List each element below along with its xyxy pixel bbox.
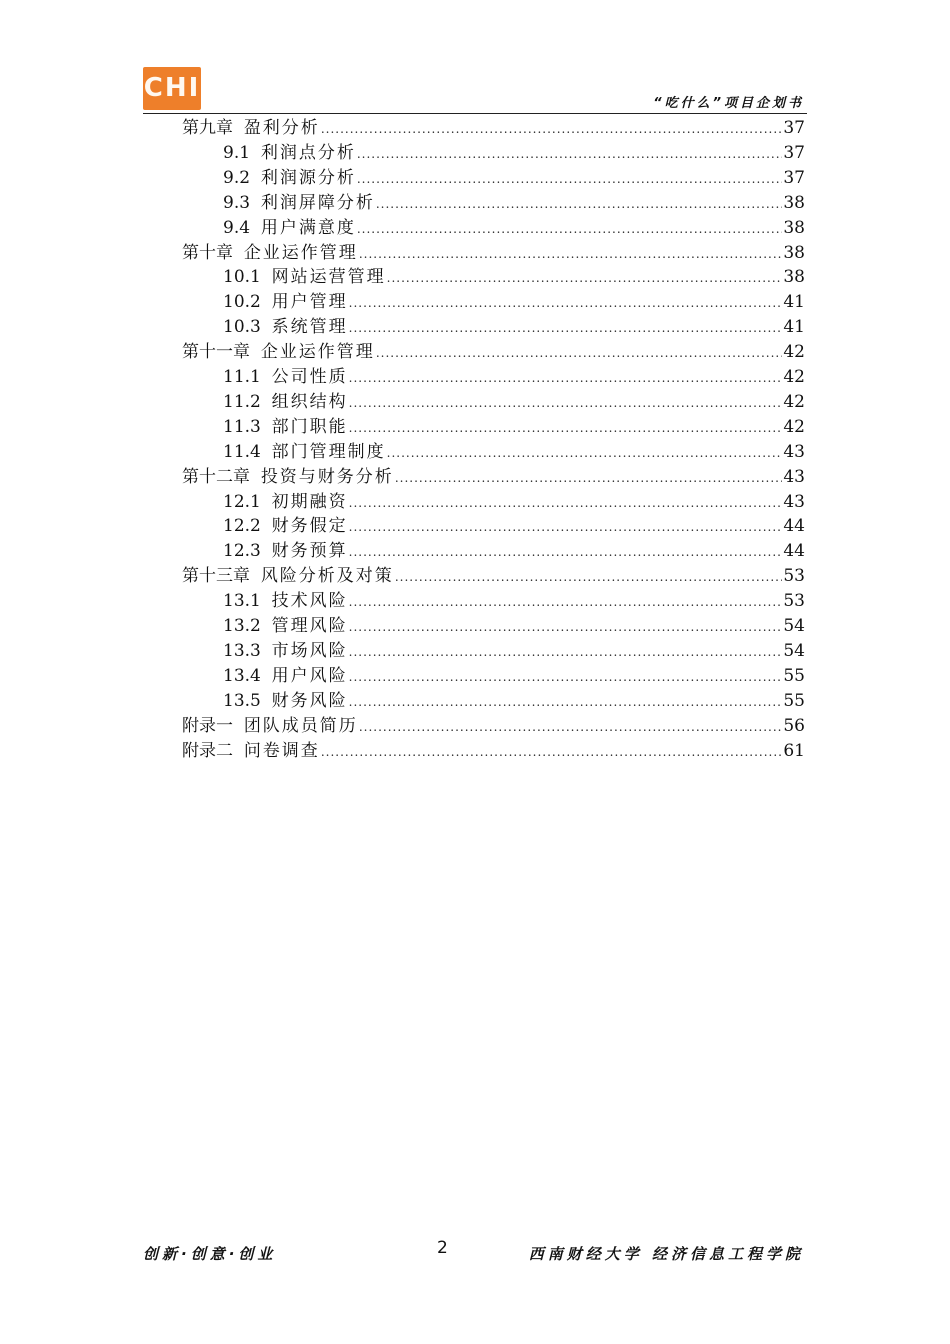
toc-dot-leader xyxy=(349,291,783,316)
toc-entry-page: 43 xyxy=(783,441,805,462)
toc-entry[interactable] xyxy=(223,490,805,515)
toc-entry[interactable] xyxy=(223,440,805,465)
toc-entry-page: 61 xyxy=(783,740,805,761)
toc-dot-leader xyxy=(357,167,783,192)
toc-dot-leader xyxy=(349,366,783,391)
toc-entry-number: 11.4 xyxy=(223,441,272,462)
toc-entry[interactable] xyxy=(182,739,805,764)
toc-entry-page: 42 xyxy=(783,416,805,437)
toc-dot-leader xyxy=(387,441,783,466)
toc-dot-leader xyxy=(349,640,783,665)
toc-entry-page: 37 xyxy=(783,167,805,188)
toc-entry[interactable] xyxy=(182,340,805,365)
toc-entry-page: 53 xyxy=(783,591,805,612)
toc-entry[interactable] xyxy=(223,415,805,440)
toc-entry[interactable] xyxy=(223,390,805,415)
toc-entry-number: 第十二章 xyxy=(182,466,261,487)
toc-dot-leader xyxy=(349,391,783,416)
toc-entry-title: 公司性质 xyxy=(271,367,348,387)
toc-entry-page: 38 xyxy=(783,217,805,238)
toc-entry-page: 55 xyxy=(783,665,805,686)
toc-entry-title: 系统管理 xyxy=(271,317,348,338)
toc-dot-leader xyxy=(376,341,783,366)
header-title: “吃什么”项目企划书 xyxy=(653,96,804,111)
toc-entry-number: 10.3 xyxy=(223,317,272,338)
toc-entry-page: 38 xyxy=(783,192,805,213)
toc-entry-number: 第九章 xyxy=(182,118,244,138)
toc-dot-leader xyxy=(349,416,783,441)
toc-entry-page: 37 xyxy=(783,118,805,138)
toc-entry-page: 56 xyxy=(783,715,805,736)
toc-entry-number: 11.2 xyxy=(223,391,272,412)
toc-entry-number: 13.3 xyxy=(223,640,272,661)
toc-entry-title: 企业运作管理 xyxy=(260,342,375,363)
toc-entry-title: 问卷调查 xyxy=(243,740,320,761)
toc-entry-page: 41 xyxy=(783,317,805,338)
toc-entry-page: 42 xyxy=(783,342,805,363)
toc-entry-page: 44 xyxy=(783,516,805,537)
toc-entry[interactable] xyxy=(223,191,805,216)
toc-entry[interactable] xyxy=(223,365,805,390)
toc-entry-title: 用户风险 xyxy=(271,665,348,686)
toc-entry-number: 10.1 xyxy=(223,267,272,288)
toc-dot-leader xyxy=(321,117,783,142)
toc-entry-title: 部门职能 xyxy=(271,416,348,437)
toc-entry-number: 11.1 xyxy=(223,367,272,387)
toc-entry-title: 管理风险 xyxy=(271,616,348,636)
toc-entry[interactable] xyxy=(223,216,805,241)
toc-entry-number: 11.3 xyxy=(223,416,272,437)
toc-entry[interactable] xyxy=(223,689,805,714)
toc-dot-leader xyxy=(359,715,783,740)
toc-dot-leader xyxy=(349,665,783,690)
toc-entry-title: 初期融资 xyxy=(271,491,348,512)
toc-entry-page: 42 xyxy=(783,391,805,412)
toc-entry[interactable] xyxy=(223,539,805,564)
toc-entry-title: 企业运作管理 xyxy=(243,242,358,263)
footer-slogan: 创新·创意·创业 xyxy=(143,1245,277,1263)
toc-entry-number: 13.5 xyxy=(223,690,272,711)
toc-entry-title: 利润源分析 xyxy=(260,167,356,188)
toc-entry-number: 12.2 xyxy=(223,516,272,537)
toc-dot-leader xyxy=(349,540,783,565)
toc-dot-leader xyxy=(395,466,783,491)
toc-entry[interactable] xyxy=(223,265,805,290)
toc-entry[interactable] xyxy=(182,241,805,266)
toc-entry[interactable] xyxy=(223,614,805,639)
toc-entry-title: 风险分析及对策 xyxy=(260,566,394,587)
toc-entry[interactable] xyxy=(223,664,805,689)
toc-entry[interactable] xyxy=(182,465,805,490)
toc-entry-title: 用户管理 xyxy=(271,292,348,313)
toc-dot-leader xyxy=(359,242,783,267)
toc-dot-leader xyxy=(395,565,783,590)
toc-entry[interactable] xyxy=(223,315,805,340)
toc-entry-number: 9.3 xyxy=(223,192,261,213)
toc-dot-leader xyxy=(321,740,783,765)
toc-entry-title: 部门管理制度 xyxy=(271,441,386,462)
toc-entry-title: 利润点分析 xyxy=(260,142,356,163)
toc-entry-title: 组织结构 xyxy=(271,391,348,412)
toc-entry[interactable] xyxy=(223,290,805,315)
toc-entry[interactable] xyxy=(223,166,805,191)
toc-entry-number: 13.1 xyxy=(223,591,272,612)
toc-entry-title: 财务预算 xyxy=(271,541,348,562)
toc-entry-page: 54 xyxy=(783,640,805,661)
toc-entry-page: 38 xyxy=(783,267,805,288)
toc-dot-leader xyxy=(349,690,783,715)
toc-entry-page: 54 xyxy=(783,616,805,636)
toc-dot-leader xyxy=(357,142,783,167)
toc-entry[interactable] xyxy=(182,714,805,739)
toc-entry-title: 财务风险 xyxy=(271,690,348,711)
toc-entry-title: 团队成员简历 xyxy=(243,715,358,736)
toc-entry[interactable] xyxy=(223,639,805,664)
toc-entry-number: 12.3 xyxy=(223,541,272,562)
toc-entry-title: 财务假定 xyxy=(271,516,348,537)
toc-entry-page: 55 xyxy=(783,690,805,711)
toc-entry-page: 37 xyxy=(783,142,805,163)
toc-entry-title: 投资与财务分析 xyxy=(260,466,394,487)
toc-entry-number: 13.4 xyxy=(223,665,272,686)
toc-entry[interactable] xyxy=(182,116,805,141)
logo-text: CHI xyxy=(143,73,201,103)
toc-entry-number: 附录一 xyxy=(182,715,244,736)
toc-entry[interactable] xyxy=(223,141,805,166)
toc-entry-number: 第十一章 xyxy=(182,342,261,363)
toc-entry[interactable] xyxy=(223,514,805,539)
toc-entry-number: 9.2 xyxy=(223,167,261,188)
toc-entry-page: 41 xyxy=(783,292,805,313)
toc-entry-title: 利润屏障分析 xyxy=(260,192,375,213)
toc-dot-leader xyxy=(349,515,783,540)
toc-entry-title: 市场风险 xyxy=(271,640,348,661)
toc-entry-number: 第十章 xyxy=(182,242,244,263)
toc-entry-page: 42 xyxy=(783,367,805,387)
toc-entry-page: 53 xyxy=(783,566,805,587)
footer-institution: 西南财经大学 经济信息工程学院 xyxy=(528,1245,804,1263)
toc-entry-page: 38 xyxy=(783,242,805,263)
toc-entry-number: 9.1 xyxy=(223,142,261,163)
toc-entry-number: 附录二 xyxy=(182,740,244,761)
toc-dot-leader xyxy=(349,491,783,516)
toc-entry-number: 12.1 xyxy=(223,491,272,512)
toc-entry-title: 盈利分析 xyxy=(243,118,320,138)
chi-logo xyxy=(143,67,201,110)
toc-dot-leader xyxy=(349,316,783,341)
toc-dot-leader xyxy=(387,266,783,291)
toc-dot-leader xyxy=(357,217,783,242)
toc-entry[interactable] xyxy=(223,589,805,614)
toc-entry-page: 43 xyxy=(783,491,805,512)
toc-entry-number: 10.2 xyxy=(223,292,272,313)
toc-entry-title: 技术风险 xyxy=(271,591,348,612)
toc-entry-title: 网站运营管理 xyxy=(271,267,386,288)
toc-dot-leader xyxy=(349,590,783,615)
toc-dot-leader xyxy=(376,192,783,217)
toc-entry[interactable] xyxy=(182,564,805,589)
toc-entry-number: 9.4 xyxy=(223,217,261,238)
header-divider xyxy=(143,113,807,114)
toc-entry-title: 用户满意度 xyxy=(260,217,356,238)
toc-entry-number: 13.2 xyxy=(223,616,272,636)
toc-entry-page: 43 xyxy=(783,466,805,487)
toc-entry-number: 第十三章 xyxy=(182,566,261,587)
toc-dot-leader xyxy=(349,615,783,640)
toc-entry-page: 44 xyxy=(783,541,805,562)
page-number: 2 xyxy=(437,1238,448,1258)
